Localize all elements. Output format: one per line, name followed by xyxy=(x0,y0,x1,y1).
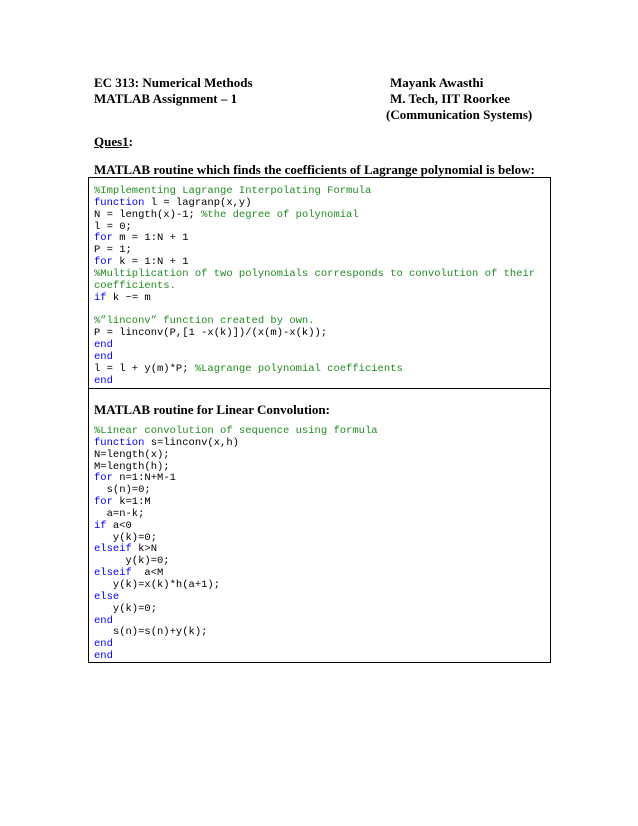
code-keyword: end xyxy=(94,638,113,651)
code-text: N=length(x); xyxy=(94,448,170,461)
code-text: M=length(h); xyxy=(94,460,170,473)
code-line xyxy=(94,340,535,352)
code-text: k>N xyxy=(131,543,158,556)
code-text: a=n-k; xyxy=(94,507,145,520)
code-comment: coefficients. xyxy=(94,279,176,292)
author-specialization: (Communication Systems) xyxy=(386,107,533,122)
code-keyword: end xyxy=(94,338,113,351)
code-text: y(k)=0; xyxy=(94,602,158,615)
code-block-lagrange xyxy=(94,186,535,387)
code-text: s(n)=s(n)+y(k); xyxy=(94,626,208,639)
code-line xyxy=(94,233,535,245)
code-text: N = length(x)-1; xyxy=(94,208,202,221)
course-header xyxy=(94,75,253,107)
code-text: s(n)=0; xyxy=(94,484,151,497)
code-text: l = l + y(m)*P; xyxy=(94,362,195,375)
code-text: l = lagranp(x,y) xyxy=(144,196,252,209)
code-line xyxy=(94,627,378,639)
code-keyword: if xyxy=(94,519,107,532)
code-text: n=1:N+M-1 xyxy=(112,472,176,485)
question-colon: : xyxy=(128,134,134,149)
code-keyword: function xyxy=(94,196,145,209)
code-keyword: elseif xyxy=(94,543,132,556)
section2-title: MATLAB routine for Linear Convolution: xyxy=(94,402,330,417)
code-comment: %Multiplication of two polynomials corresponds to convolution of their xyxy=(94,267,536,280)
code-text: m = 1:N + 1 xyxy=(112,232,189,245)
question-label xyxy=(94,134,133,150)
code-comment: %Linear convolution of sequence using formula xyxy=(94,425,378,437)
code-keyword: for xyxy=(94,256,113,269)
code-keyword: if xyxy=(94,291,107,304)
code-comment: %”linconv” function created by own. xyxy=(94,315,315,328)
assignment-title: MATLAB Assignment – 1 xyxy=(94,91,238,106)
code-comment: %Implementing Lagrange Interpolating Formula xyxy=(94,185,372,197)
code-keyword: end xyxy=(94,350,113,363)
course-title: EC 313: Numerical Methods xyxy=(94,75,253,90)
code-keyword: else xyxy=(94,590,120,603)
code-text: P = linconv(P,[1 -x(k)])/(x(m)-x(k)); xyxy=(94,327,328,340)
code-keyword: end xyxy=(94,614,113,627)
question-number: Ques1 xyxy=(94,134,129,149)
code-keyword: function xyxy=(94,436,145,449)
code-text: l = 0; xyxy=(94,220,132,233)
section1-title: MATLAB routine which finds the coefficients of Lagrange polynomial is below: xyxy=(94,162,535,177)
code-text: y(k)=x(k)*h(a+1); xyxy=(94,578,221,591)
code-line xyxy=(94,651,378,663)
author-header xyxy=(386,75,536,123)
code-keyword: elseif xyxy=(94,567,132,580)
code-line xyxy=(94,376,535,388)
code-text: s=linconv(x,h) xyxy=(144,436,239,449)
code-line xyxy=(94,509,378,521)
code-line xyxy=(94,328,535,340)
code-line xyxy=(94,364,535,376)
code-keyword: for xyxy=(94,232,113,245)
code-text: y(k)=0; xyxy=(94,555,170,568)
code-text: k=1:M xyxy=(112,496,151,509)
code-comment: %Lagrange polynomial coefficients xyxy=(194,362,403,375)
code-line xyxy=(94,281,535,293)
code-text: P = 1; xyxy=(94,244,132,257)
code-keyword: for xyxy=(94,472,113,485)
code-line xyxy=(94,604,378,616)
code-line xyxy=(94,293,535,305)
code-text: a<M xyxy=(131,567,164,580)
code-line xyxy=(94,210,535,222)
code-keyword: end xyxy=(94,650,113,663)
code-text: k ~= m xyxy=(106,291,151,304)
code-text: y(k)=0; xyxy=(94,531,158,544)
author-name: Mayank Awasthi xyxy=(390,75,484,90)
code-text: k = 1:N + 1 xyxy=(112,256,189,269)
code-line xyxy=(94,580,378,592)
code-keyword: for xyxy=(94,496,113,509)
code-block-convolution xyxy=(94,426,378,663)
code-line xyxy=(94,639,378,651)
code-comment: %the degree of polynomial xyxy=(201,208,359,221)
code-keyword: end xyxy=(94,374,113,387)
author-program: M. Tech, IIT Roorkee xyxy=(390,91,511,106)
code-text: a<0 xyxy=(106,519,132,532)
